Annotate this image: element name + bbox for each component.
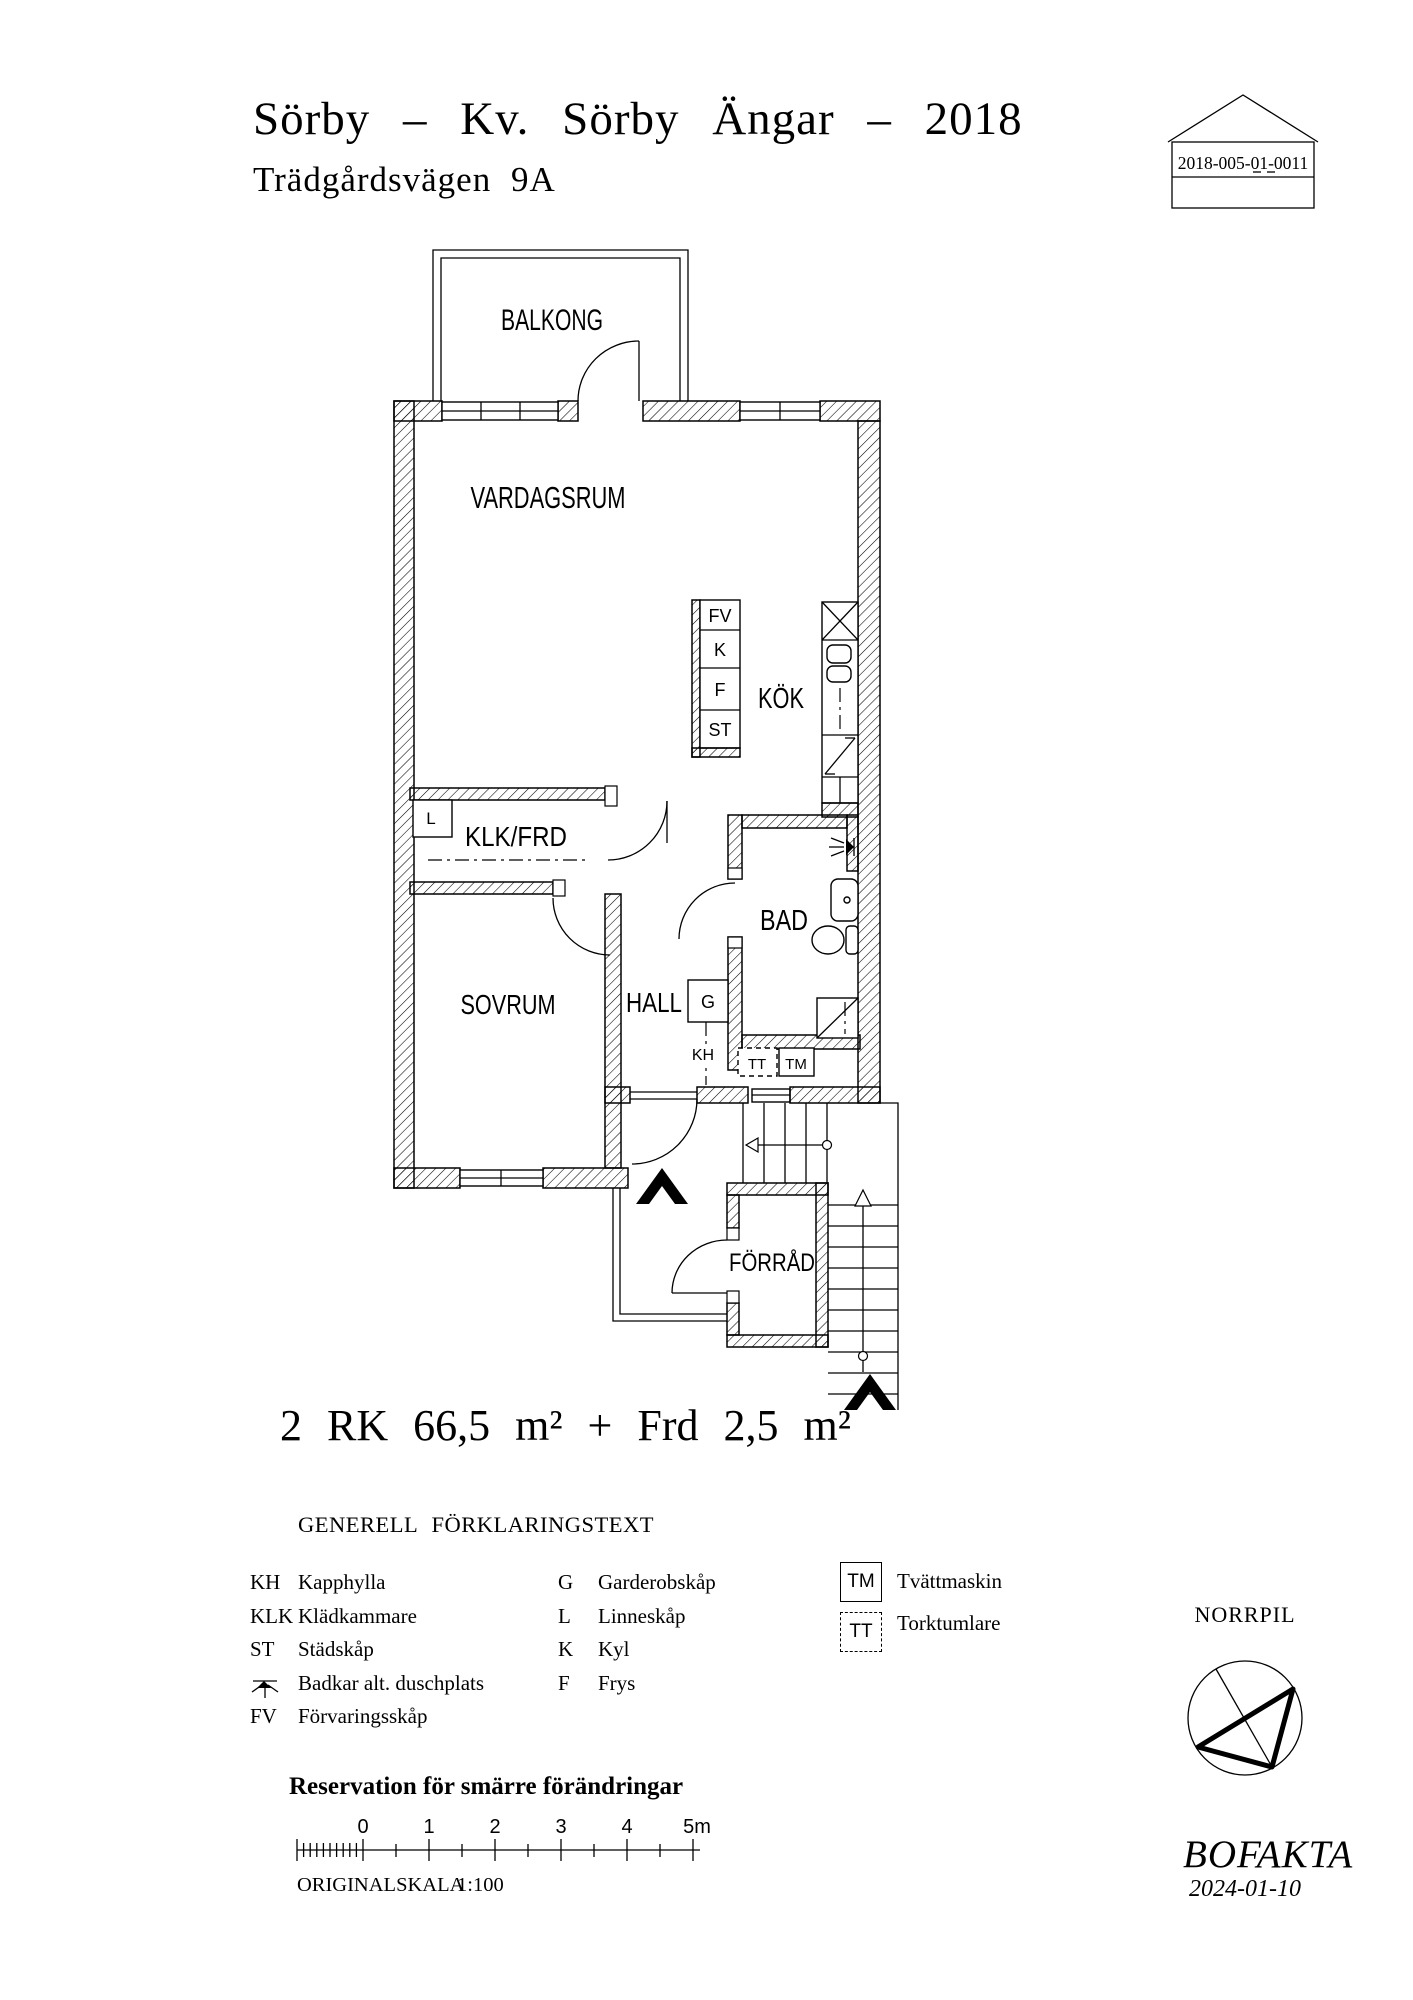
kitchen-cabinets	[692, 600, 740, 757]
legend-text: Tvättmaskin	[897, 1569, 1002, 1593]
room-label-vardagsrum: VARDAGSRUM	[470, 480, 626, 515]
balcony-door	[578, 341, 639, 401]
legend-row	[558, 1637, 716, 1671]
entry-wall	[697, 1087, 748, 1103]
entrance-arrow	[636, 1168, 688, 1204]
legend-column-1	[250, 1570, 484, 1738]
disclaimer-text: Reservation för smärre förändringar	[289, 1773, 684, 1800]
legend-abbr: KLK	[250, 1603, 294, 1628]
window-kitchen	[740, 402, 820, 420]
scale-tick-0: 0	[357, 1816, 369, 1838]
legend-column-2	[558, 1570, 716, 1704]
scale-tick-2: 2	[489, 1816, 501, 1838]
page-title: Sörby – Kv. Sörby Ängar – 2018	[253, 93, 1023, 145]
room-label-kok: KÖK	[758, 683, 805, 715]
legend-text: Kapphylla	[298, 1570, 386, 1594]
legend-heading: GENERELL FÖRKLARINGSTEXT	[298, 1512, 655, 1537]
fixture-label-fv: FV	[708, 606, 732, 626]
closet-room	[410, 786, 617, 896]
scale-tick-1: 1	[423, 1816, 435, 1838]
north-arrow-icon	[1188, 1661, 1302, 1775]
room-label-sovrum: SOVRUM	[460, 989, 556, 1020]
toilet-icon	[812, 926, 858, 954]
room-label-bad: BAD	[760, 905, 808, 937]
scale-bar	[297, 1816, 711, 1861]
fixture-label-k: K	[713, 640, 727, 660]
legend-row	[558, 1671, 716, 1705]
bedroom-hall-wall	[605, 894, 621, 1168]
storage-room	[672, 1183, 835, 1347]
landing-wall	[790, 1087, 880, 1103]
area-summary: 2 RK 66,5 m² + Frd 2,5 m²	[280, 1401, 851, 1450]
legend-row	[250, 1671, 484, 1705]
room-label-forrad: FÖRRÅD	[729, 1249, 835, 1277]
room-label-hall: HALL	[626, 987, 682, 1018]
scale-tick-4: 4	[621, 1816, 633, 1838]
legend-text: Badkar alt. duschplats	[298, 1670, 485, 1695]
scale-value: 1:100	[457, 1874, 504, 1896]
scale-tick-3: 3	[555, 1816, 567, 1838]
legend-text: Garderobskåp	[598, 1570, 716, 1594]
scale-tick-5m: 5m	[683, 1816, 711, 1838]
bathroom-door	[679, 883, 735, 939]
legend-abbr: TM	[847, 1571, 875, 1592]
room-label-klk: KLK/FRD	[465, 821, 567, 852]
fixture-label-tt: TT	[747, 1056, 767, 1073]
balcony	[433, 250, 688, 401]
legend-row	[558, 1604, 716, 1638]
fixture-label-st: ST	[708, 720, 732, 740]
entry-window	[752, 1089, 790, 1102]
room-label-balkong: BALKONG	[501, 304, 603, 337]
kitchen-counter	[822, 602, 858, 817]
plan-date: 2024-01-10	[1189, 1876, 1301, 1902]
entry-door	[630, 1092, 697, 1164]
stair-entrance-arrow	[844, 1374, 896, 1410]
window-living-room	[442, 402, 558, 420]
legend-row	[250, 1570, 484, 1604]
legend-text: Kyl	[598, 1637, 630, 1661]
appliance-space	[817, 998, 858, 1038]
legend-abbr: F	[558, 1670, 570, 1695]
vestibule-outline	[613, 1188, 727, 1321]
legend-text: Städskåp	[298, 1637, 374, 1661]
legend-dryer-box	[840, 1612, 882, 1652]
storage-door	[672, 1240, 727, 1293]
fixture-label-kh: KH	[691, 1047, 715, 1064]
legend-text: Klädkammare	[298, 1603, 417, 1628]
bedroom-door	[553, 898, 610, 955]
sink-icon	[831, 879, 858, 921]
legend-washer-box	[840, 1562, 882, 1602]
entry-corner-wall	[605, 1087, 630, 1103]
legend-text: Förvaringsskåp	[298, 1704, 428, 1728]
legend-text: Linneskåp	[598, 1603, 686, 1628]
legend-abbr: KH	[250, 1570, 281, 1594]
legend-row	[250, 1604, 484, 1638]
fixture-label-f: F	[714, 680, 726, 700]
address-subtitle: Trädgårdsvägen 9A	[253, 160, 556, 199]
legend-row	[558, 1570, 716, 1604]
legend-text: Torktumlare	[897, 1611, 1001, 1635]
legend-row	[250, 1637, 484, 1671]
hall-wardrobe	[688, 980, 728, 1085]
fixture-label-g: G	[700, 992, 716, 1012]
scale-caption: ORIGINALSKALA	[297, 1874, 465, 1896]
north-arrow-label: NORRPIL	[1194, 1602, 1296, 1627]
legend-row	[250, 1704, 484, 1738]
brand-logo-text: BOFAKTA	[1183, 1833, 1354, 1876]
legend-abbr: TT	[849, 1621, 873, 1642]
window-bedroom	[460, 1170, 543, 1186]
legend-abbr: ST	[250, 1637, 275, 1661]
legend-abbr: FV	[250, 1704, 277, 1728]
fixture-label-tm: TM	[785, 1056, 807, 1073]
hall-door	[608, 801, 667, 860]
legend-abbr: G	[558, 1570, 574, 1594]
laundry-boxes	[738, 1048, 814, 1076]
legend-text: Frys	[598, 1670, 636, 1695]
legend-abbr: K	[558, 1637, 574, 1661]
drawing-stamp-icon	[1168, 95, 1318, 208]
fixture-label-l: L	[426, 809, 436, 828]
legend-abbr: L	[558, 1603, 571, 1628]
stamp-number: 2018-005-01-0011	[1177, 153, 1309, 173]
